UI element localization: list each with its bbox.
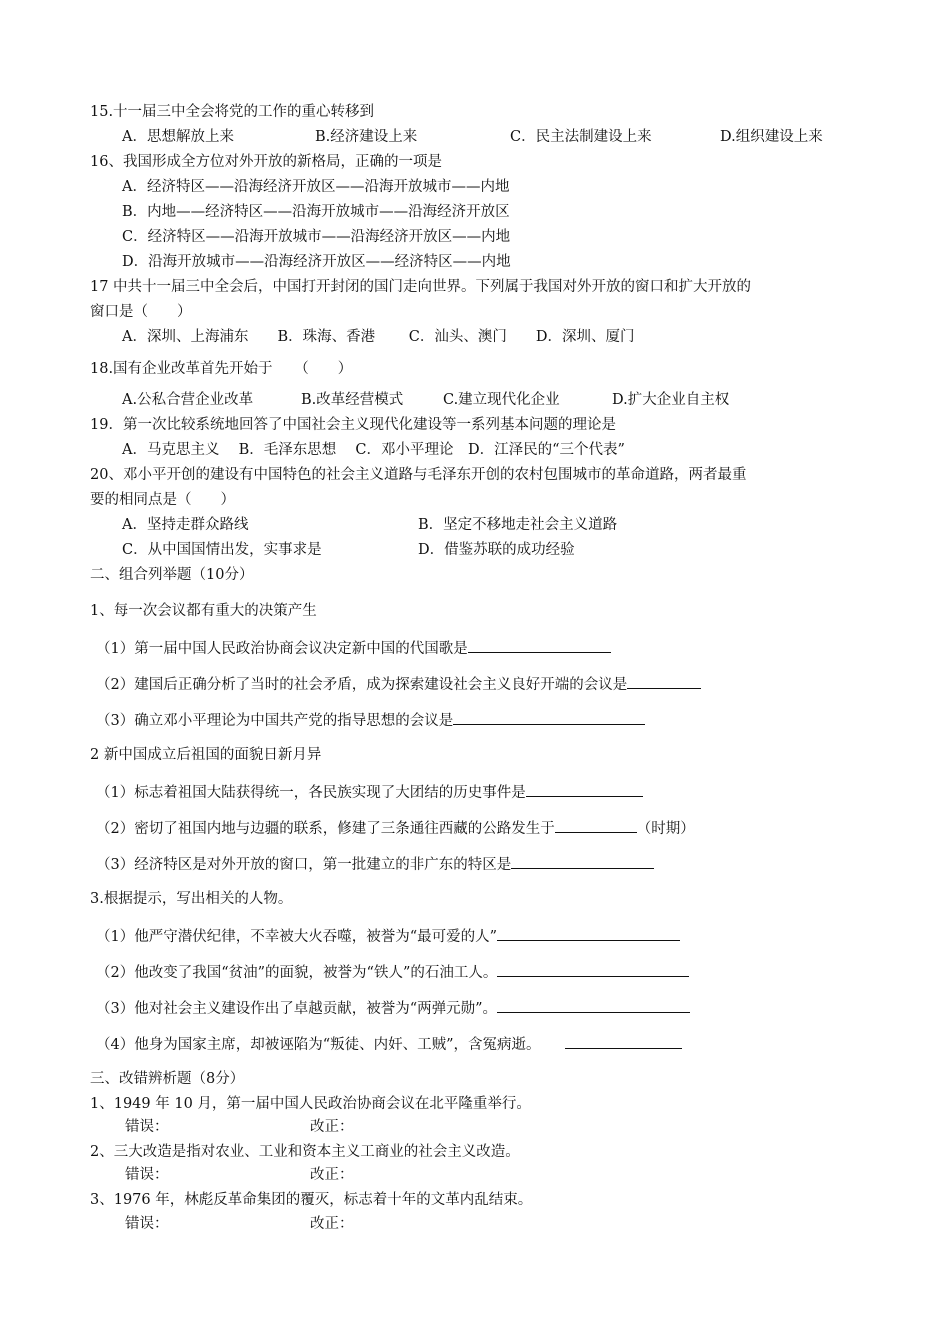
group3-item2	[96, 961, 689, 983]
q15-option-b: B.经济建设上来	[315, 129, 418, 145]
fix-label: 改正：	[310, 1216, 354, 1232]
group2-item2-suffix: （时期）	[636, 821, 695, 837]
q16-option-c: C．经济特区——沿海开放城市——沿海经济开放区——内地	[122, 229, 511, 245]
q20-option-c: C．从中国国情出发，实事求是	[122, 542, 322, 558]
section3-title: 三、改错辨析题（8分）	[90, 1071, 245, 1087]
group2-item2	[96, 817, 695, 839]
q18-option-c: C.建立现代化企业	[443, 392, 560, 408]
group3-item3-text: （3）他对社会主义建设作出了卓越贡献，被誉为“两弹元勋”。	[96, 1001, 498, 1017]
q15-option-a: A．思想解放上来	[122, 129, 234, 145]
group1-item2	[96, 673, 701, 695]
group3-item4	[96, 1033, 682, 1055]
q15-option-c: C．民主法制建设上来	[510, 129, 652, 145]
answer-blank[interactable]	[555, 817, 637, 833]
group2-item3-text: （3）经济特区是对外开放的窗口，第一批建立的非广东的特区是	[96, 857, 512, 873]
correction-q3: 3、1976 年，林彪反革命集团的覆灭，标志着十年的文革内乱结束。	[90, 1192, 533, 1208]
answer-blank[interactable]	[468, 637, 611, 653]
correction-q1: 1、1949 年 10 月，第一届中国人民政治协商会议在北平隆重举行。	[90, 1096, 531, 1112]
group1-item1	[96, 637, 611, 659]
group1-title: 1、每一次会议都有重大的决策产生	[90, 603, 317, 619]
group3-title: 3.根据提示，写出相关的人物。	[90, 891, 293, 907]
q16-option-b: B．内地——经济特区——沿海开放城市——沿海经济开放区	[122, 204, 510, 220]
q16-option-a: A．经济特区——沿海经济开放区——沿海开放城市——内地	[122, 179, 510, 195]
q19-stem: 19．第一次比较系统地回答了中国社会主义现代化建设等一系列基本问题的理论是	[90, 417, 616, 433]
q17-stem-line2: 窗口是（ ）	[90, 304, 192, 320]
q20-option-d: D．借鉴苏联的成功经验	[418, 542, 575, 558]
answer-blank[interactable]	[526, 781, 643, 797]
group2-item1	[96, 781, 643, 803]
group2-item3	[96, 853, 654, 875]
answer-blank[interactable]	[627, 673, 701, 689]
group3-item1	[96, 925, 680, 947]
q20-option-b: B．坚定不移地走社会主义道路	[418, 517, 618, 533]
answer-blank[interactable]	[565, 1033, 682, 1049]
answer-blank[interactable]	[511, 853, 654, 869]
q15-option-d: D.组织建设上来	[720, 129, 823, 145]
q18-stem: 18.国有企业改革首先开始于 （ ）	[90, 361, 353, 377]
error-label: 错误：	[125, 1119, 169, 1135]
q20-stem-line2: 要的相同点是（ ）	[90, 492, 235, 508]
fix-label: 改正：	[310, 1119, 354, 1135]
group2-item2-text: （2）密切了祖国内地与边疆的联系，修建了三条通往西藏的公路发生于	[96, 821, 555, 837]
group3-item2-text: （2）他改变了我国“贫油”的面貌，被誉为“铁人”的石油工人。	[96, 965, 498, 981]
q17-stem-line1: 17 中共十一届三中全会后，中国打开封闭的国门走向世界。下列属于我国对外开放的窗口和扩大开放的	[90, 279, 752, 295]
answer-blank[interactable]	[453, 709, 645, 725]
q16-stem: 16、我国形成全方位对外开放的新格局，正确的一项是	[90, 154, 442, 170]
group3-item3	[96, 997, 690, 1019]
answer-blank[interactable]	[497, 925, 680, 941]
group1-item2-text: （2）建国后正确分析了当时的社会矛盾，成为探索建设社会主义良好开端的会议是	[96, 677, 628, 693]
q17-options: A．深圳、上海浦东 B．珠海、香港 C．汕头、澳门 D．深圳、厦门	[122, 329, 635, 345]
q18-option-a: A.公私合营企业改革	[122, 392, 254, 408]
error-label: 错误：	[125, 1167, 169, 1183]
section2-title: 二、组合列举题（10分）	[90, 567, 254, 583]
group1-item3	[96, 709, 645, 731]
q18-option-b: B.改革经营模式	[301, 392, 404, 408]
group2-item1-text: （1）标志着祖国大陆获得统一，各民族实现了大团结的历史事件是	[96, 785, 526, 801]
q16-option-d: D．沿海开放城市——沿海经济开放区——经济特区——内地	[122, 254, 511, 270]
group2-title: 2 新中国成立后祖国的面貌日新月异	[90, 747, 322, 763]
group1-item1-text: （1）第一届中国人民政治协商会议决定新中国的代国歌是	[96, 641, 468, 657]
q18-option-d: D.扩大企业自主权	[612, 392, 730, 408]
q20-stem-line1: 20、邓小平开创的建设有中国特色的社会主义道路与毛泽东开创的农村包围城市的革命道路，两者最重	[90, 467, 747, 483]
group1-item3-text: （3）确立邓小平理论为中国共产党的指导思想的会议是	[96, 713, 454, 729]
error-label: 错误：	[125, 1216, 169, 1232]
q20-option-a: A．坚持走群众路线	[122, 517, 249, 533]
correction-q2: 2、三大改造是指对农业、工业和资本主义工商业的社会主义改造。	[90, 1144, 520, 1160]
q15-stem: 15.十一届三中全会将党的工作的重心转移到	[90, 104, 375, 120]
group3-item4-text: （4）他身为国家主席，却被诬陷为“叛徒、内奸、工贼”，含冤病逝。	[96, 1037, 541, 1053]
answer-blank[interactable]	[497, 997, 690, 1013]
answer-blank[interactable]	[497, 961, 689, 977]
group3-item1-text: （1）他严守潜伏纪律，不幸被大火吞噬，被誉为“最可爱的人”	[96, 929, 498, 945]
fix-label: 改正：	[310, 1167, 354, 1183]
q19-options: A．马克思主义 B．毛泽东思想 C．邓小平理论 D．江泽民的“三个代表”	[122, 442, 625, 458]
